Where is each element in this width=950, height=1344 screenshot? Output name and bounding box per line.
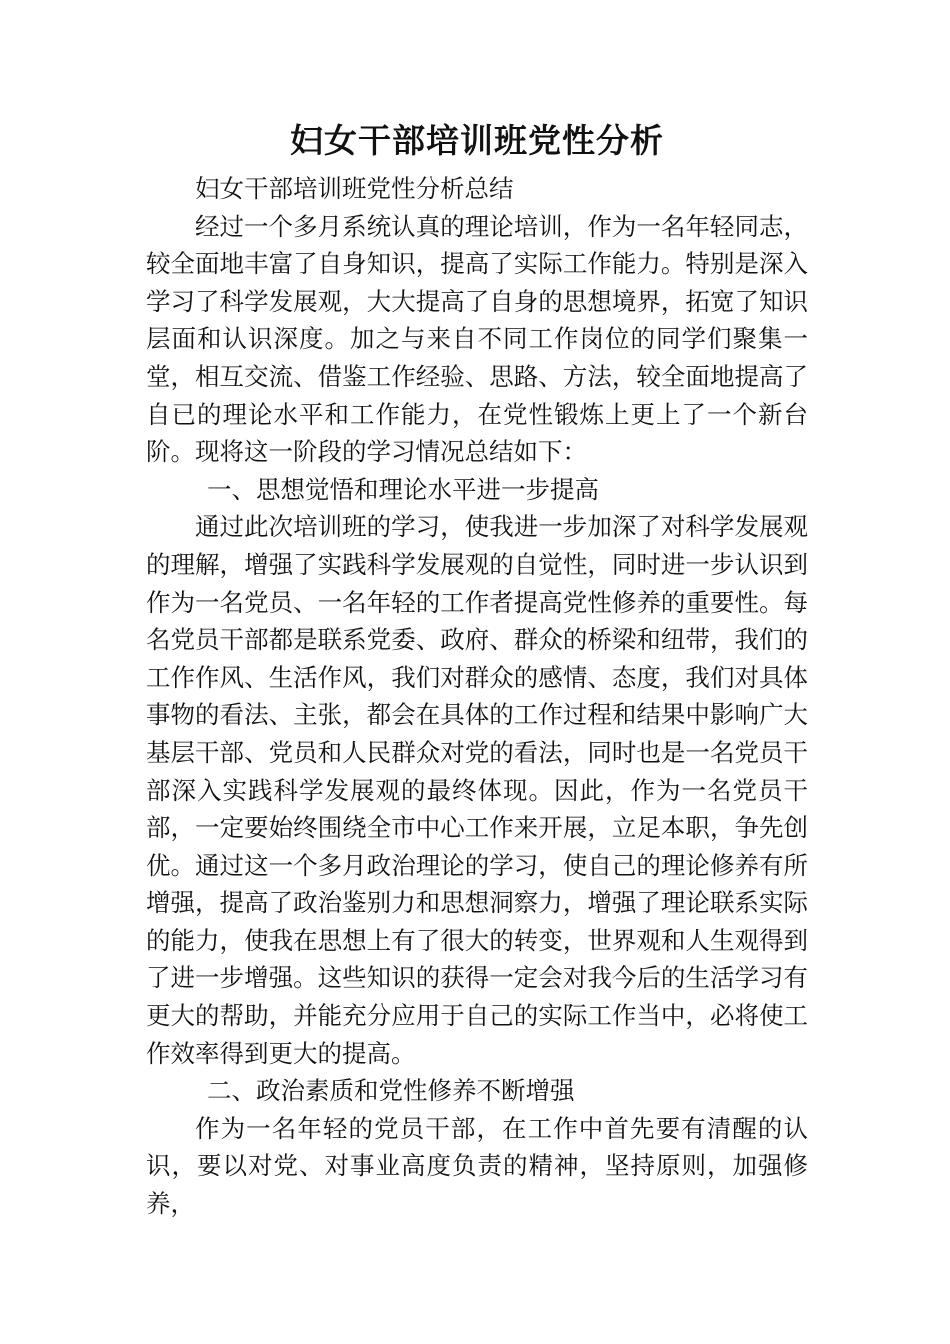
section-heading-1: 一、思想觉悟和理论水平进一步提高: [207, 474, 599, 504]
document-title: 妇女干部培训班党性分析: [290, 121, 664, 160]
section-heading-2: 二、政治素质和党性修养不断增强: [207, 1076, 575, 1106]
document-page: [146, 118, 808, 1223]
document-subtitle: 妇女干部培训班党性分析总结: [195, 174, 514, 203]
intro-paragraph: 经过一个多月系统认真的理论培训，作为一名年轻同志，较全面地丰富了自身知识，提高了实际工作能力。特别是深入学习了科学发展观，大大提高了自身的思想境界，拓宽了知识层面和认识深度。加之与来自不同工作岗位的同学们聚集一堂，相互交流、借鉴工作经验、思路、方法，较全面地提高了自已的理论水平和工作能力，在党性锻炼上更上了一个新台阶。现将这一阶段的学习情况总结如下：: [146, 211, 808, 467]
section-1-paragraph: 通过此次培训班的学习，使我进一步加深了对科学发展观的理解，增强了实践科学发展观的自觉性，同时进一步认识到作为一名党员、一名年轻的工作者提高党性修养的重要性。每名党员干部都是联系党委、政府、群众的桥梁和纽带，我们的工作作风、生活作风，我们对群众的感情、态度，我们对具体事物的看法、主张，都会在具体的工作过程和结果中影响广大基层干部、党员和人民群众对党的看法，同时也是一名党员干部深入实践科学发展观的最终体现。因此，作为一名党员干部，一定要始终围绕全市中心工作来开展，立足本职，争先创优。通过这一个多月政治理论的学习，使自己的理论修养有所增强，提高了政治鉴别力和思想洞察力，增强了理论联系实际的能力，使我在思想上有了很大的转变，世界观和人生观得到了进一步增强。这些知识的获得一定会对我今后的生活学习有更大的帮助，并能充分应用于自己的实际工作当中，必将使工作效率得到更大的提高。: [146, 512, 808, 1068]
section-2-paragraph: 作为一名年轻的党员干部，在工作中首先要有清醒的认识，要以对党、对事业高度负责的精神，坚持原则，加强修养，: [146, 1113, 808, 1219]
